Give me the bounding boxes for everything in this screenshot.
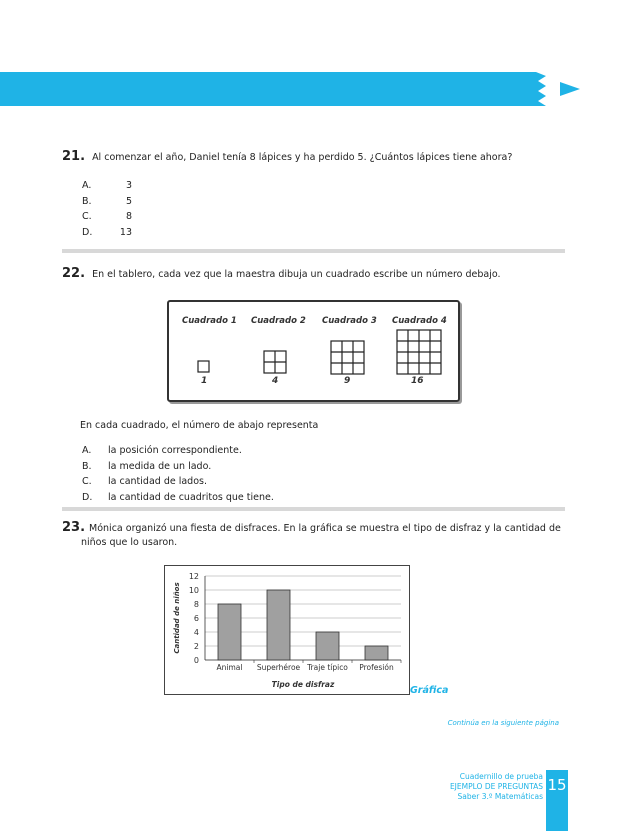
footer-line3: Saber 3.º Matemáticas (457, 792, 543, 801)
q21-options (82, 178, 132, 240)
bar (218, 604, 241, 660)
option-text: la cantidad de cuadritos que tiene. (108, 491, 274, 503)
option-d[interactable] (82, 490, 274, 506)
x-tick-label: Animal (216, 663, 243, 672)
question-22 (62, 267, 501, 282)
q22-options (82, 443, 274, 505)
square-2x2 (264, 351, 286, 373)
option-d[interactable] (82, 225, 132, 241)
question-number: 21. (62, 149, 86, 164)
bar (316, 632, 339, 660)
footer-text (450, 772, 543, 802)
option-c[interactable] (82, 209, 132, 225)
question-text-line1: Mónica organizó una fiesta de disfraces. En la gráfica se muestra el tipo de disfraz y la cantidad de (89, 523, 561, 534)
y-tick-label: 2 (193, 642, 199, 651)
y-tick-label: 6 (193, 614, 199, 623)
continue-note: Continúa en la siguiente página (447, 719, 559, 727)
option-letter: A. (82, 180, 92, 192)
footer-line2: EJEMPLO DE PREGUNTAS (449, 782, 543, 791)
option-value: 3 (125, 180, 132, 192)
x-axis-title: Tipo de disfraz (271, 680, 335, 689)
square-number: 4 (272, 376, 279, 386)
option-value: 5 (125, 195, 132, 207)
square-1x1 (198, 361, 209, 372)
bar (365, 646, 388, 660)
square-number: 9 (344, 376, 351, 386)
chart-canvas (165, 566, 409, 694)
pencil-banner-graphic (0, 72, 590, 106)
question-number: 22. (62, 266, 86, 281)
square-label: Cuadrado 2 (251, 316, 306, 326)
x-tick-label: Superhéroe (256, 663, 301, 672)
question-23 (62, 521, 561, 550)
question-text-line2: niños que lo usaron. (81, 537, 178, 548)
option-value: 13 (119, 226, 132, 238)
question-text: En el tablero, cada vez que la maestra dibuja un cuadrado escribe un número debajo. (92, 269, 501, 280)
square-label: Cuadrado 3 (322, 316, 377, 326)
option-b[interactable] (82, 459, 274, 475)
footer-line1: Cuadernillo de prueba (459, 772, 543, 781)
question-text: Al comenzar el año, Daniel tenía 8 lápices y ha perdido 5. ¿Cuántos lápices tiene ahora? (92, 152, 513, 163)
option-letter: A. (82, 445, 92, 457)
option-letter: D. (82, 226, 93, 238)
option-letter: C. (82, 211, 92, 223)
square-label: Cuadrado 1 (182, 316, 237, 326)
square-4x4 (397, 330, 441, 374)
option-a[interactable] (82, 178, 132, 194)
y-tick-label: 8 (193, 600, 199, 609)
option-a[interactable] (82, 443, 274, 459)
option-text: la medida de un lado. (108, 460, 212, 472)
square-number: 1 (201, 376, 208, 386)
square-3x3 (331, 341, 364, 374)
question-21 (62, 150, 512, 165)
question-number: 23. (62, 520, 86, 535)
header-banner (0, 72, 560, 106)
y-tick-label: 0 (193, 656, 199, 665)
page-number: 15 (546, 770, 568, 831)
option-letter: B. (82, 460, 92, 472)
blackboard-figure (167, 300, 460, 402)
option-b[interactable] (82, 194, 132, 210)
bar (267, 590, 290, 660)
y-tick-label: 12 (188, 572, 199, 581)
y-axis-title: Cantidad de niños (173, 582, 181, 654)
x-tick-label: Profesión (359, 663, 394, 672)
square-number: 16 (411, 376, 424, 386)
option-value: 8 (125, 211, 132, 223)
chart-caption: Gráfica (410, 685, 449, 696)
y-tick-label: 4 (193, 628, 199, 637)
x-tick-label: Traje típico (307, 663, 348, 672)
square-label: Cuadrado 4 (392, 316, 447, 326)
option-c[interactable] (82, 474, 274, 490)
option-text: la cantidad de lados. (108, 476, 207, 488)
y-tick-label: 10 (188, 586, 199, 595)
option-letter: B. (82, 195, 92, 207)
bar-chart (164, 565, 410, 695)
option-letter: C. (82, 476, 92, 488)
separator (62, 249, 565, 253)
q22-prompt: En cada cuadrado, el número de abajo representa (80, 420, 319, 431)
separator (62, 507, 565, 511)
option-text: la posición correspondiente. (108, 445, 242, 457)
option-letter: D. (82, 491, 93, 503)
